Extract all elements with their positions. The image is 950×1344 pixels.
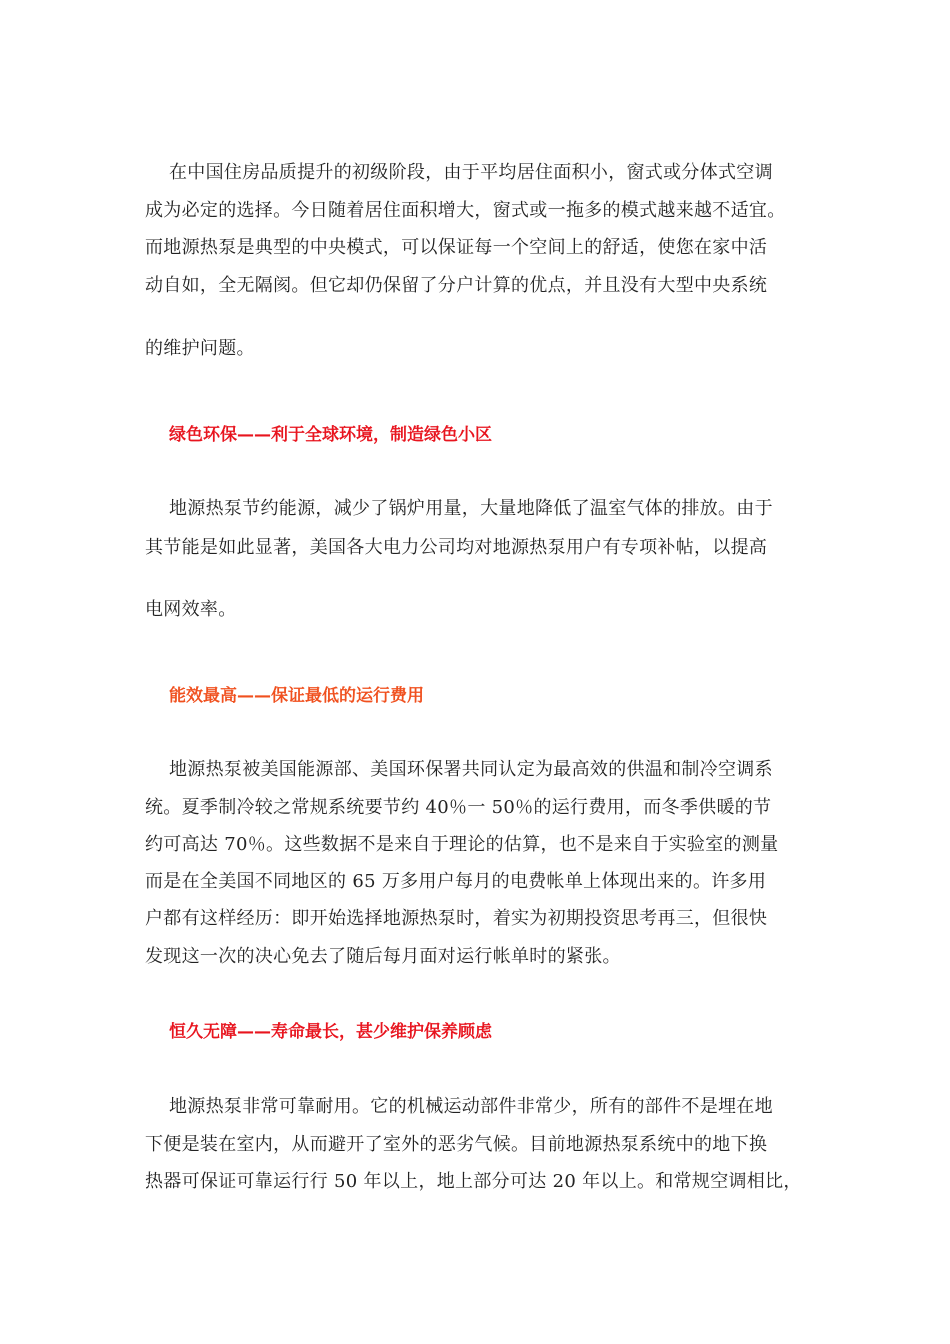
paragraph-line: 在中国住房品质提升的初级阶段，由于平均居住面积小，窗式或分体式空调 (169, 162, 773, 183)
paragraph-line: 约可高达 70％。这些数据不是来自于理论的估算，也不是来自于实验室的测量 (145, 834, 779, 855)
paragraph-line: 发现这一次的决心免去了随后每月面对运行帐单时的紧张。 (145, 946, 621, 967)
paragraph-line: 统。夏季制冷较之常规系统要节约 40％一 50％的运行费用，而冬季供暖的节 (145, 797, 772, 818)
paragraph-line: 成为必定的选择。今日随着居住面积增大，窗式或一拖多的模式越来越不适宜。 (145, 200, 786, 221)
paragraph-line: 下便是装在室内，从而避开了室外的恶劣气候。目前地源热泵系统中的地下换 (145, 1134, 768, 1155)
paragraph-line: 而是在全美国不同地区的 65 万多用户每月的电费帐单上体现出来的。许多用 (145, 871, 767, 892)
section-heading-efficiency: 能效最高——保证最低的运行费用 (169, 686, 424, 706)
paragraph-line: 地源热泵节约能源，减少了锅炉用量，大量地降低了温室气体的排放。由于 (169, 498, 773, 519)
paragraph-line: 户都有这样经历：即开始选择地源热泵时，着实为初期投资思考再三，但很快 (145, 908, 768, 929)
paragraph-line: 而地源热泵是典型的中央模式，可以保证每一个空间上的舒适，使您在家中活 (145, 237, 768, 258)
paragraph-line: 动自如，全无隔阂。但它却仍保留了分户计算的优点，并且没有大型中央系统 (145, 275, 768, 296)
section-heading-durability: 恒久无障——寿命最长，甚少维护保养顾虑 (169, 1022, 492, 1042)
paragraph-line: 的维护问题。 (145, 338, 255, 359)
paragraph-line: 地源热泵被美国能源部、美国环保署共同认定为最高效的供温和制冷空调系 (169, 759, 773, 780)
paragraph-line: 热器可保证可靠运行行 50 年以上，地上部分可达 20 年以上。和常规空调相比， (145, 1171, 802, 1192)
paragraph-line: 地源热泵非常可靠耐用。它的机械运动部件非常少，所有的部件不是埋在地 (169, 1096, 773, 1117)
paragraph-line: 其节能是如此显著，美国各大电力公司均对地源热泵用户有专项补帖，以提高 (145, 537, 768, 558)
section-heading-green: 绿色环保——利于全球环境，制造绿色小区 (169, 425, 492, 445)
paragraph-line: 电网效率。 (145, 599, 237, 620)
